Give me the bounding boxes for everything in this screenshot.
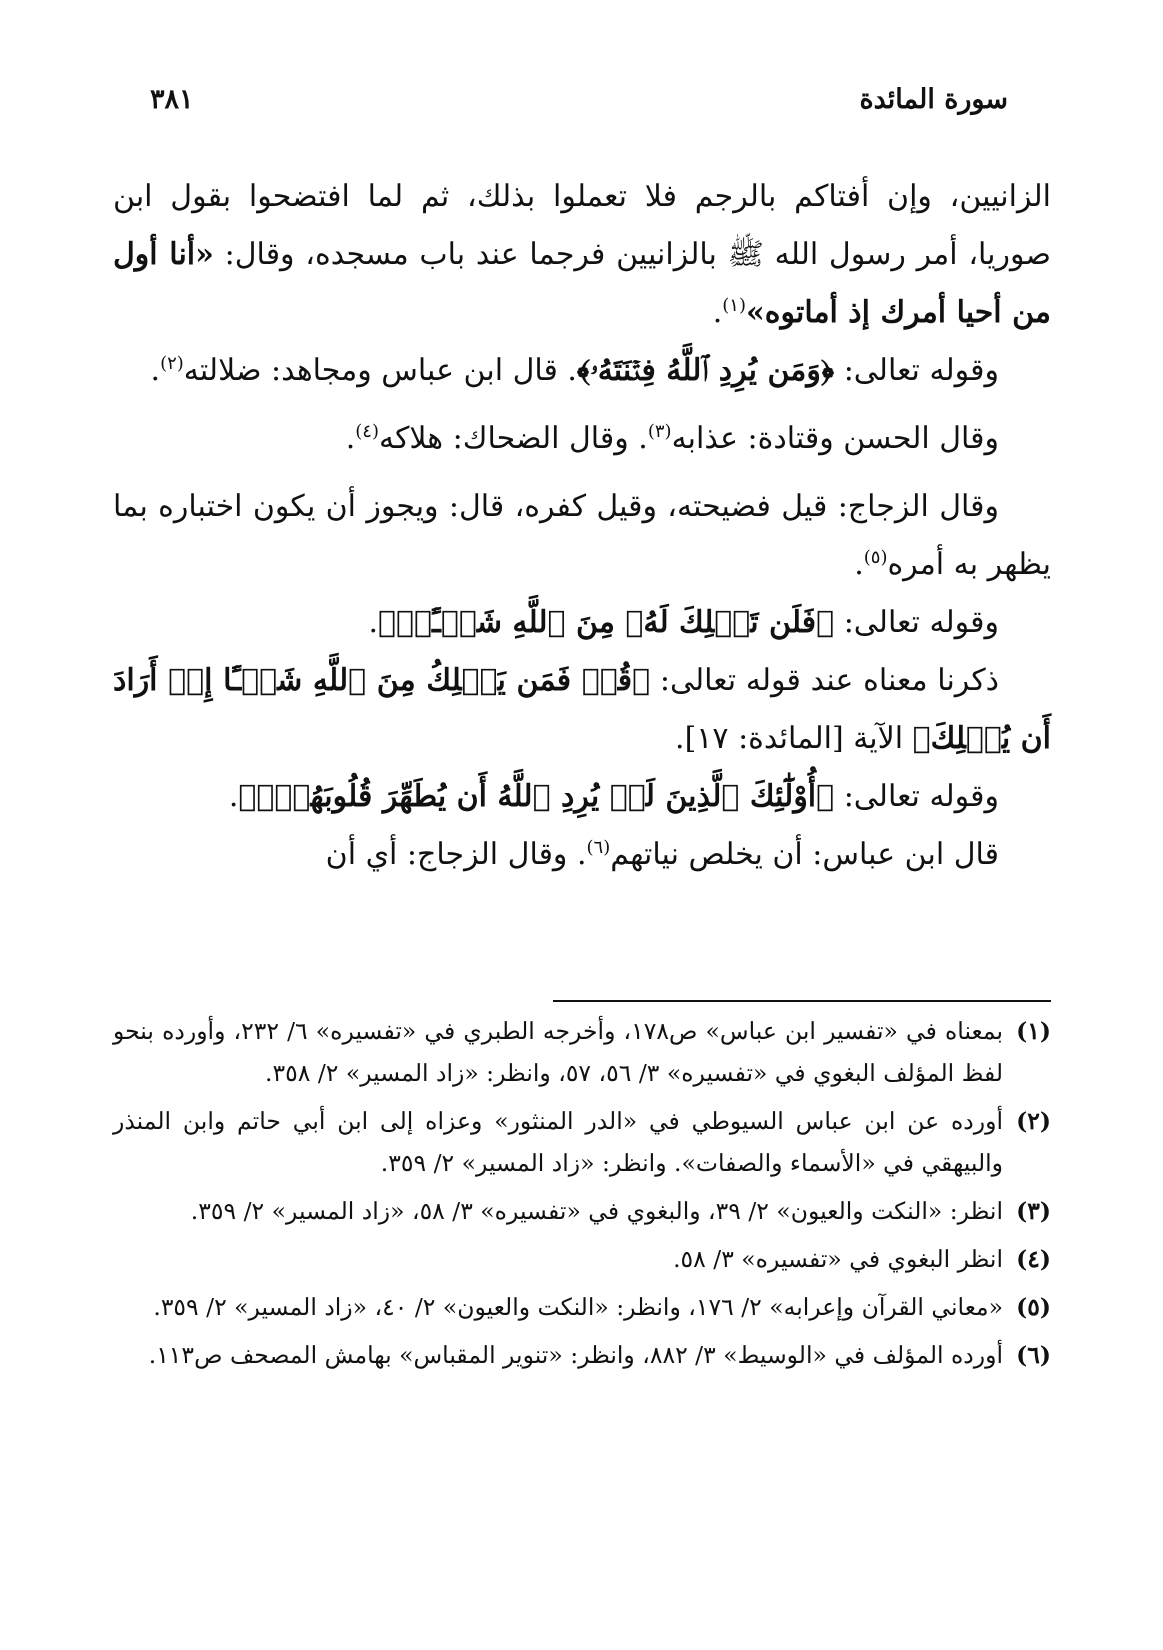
paragraph-3	[113, 410, 1051, 468]
paragraph-2	[113, 342, 1051, 400]
footnote-number: (١)	[1016, 1017, 1051, 1045]
footnote-ref: (١)	[722, 295, 746, 316]
paragraph-1	[113, 168, 1051, 342]
footnote-number: (٥)	[1016, 1293, 1051, 1321]
paragraph-4	[113, 478, 1051, 594]
footnote-ref: (٥)	[863, 547, 888, 568]
main-text	[113, 168, 1051, 884]
footnote-item	[113, 1100, 1051, 1184]
quran-verse: ﴿أُوْلَٰٓئِكَ ٱلَّذِينَ لَمۡ يُرِدِ ٱللَّهُ أَن يُطَهِّرَ قُلُوبَهُمۡۚ﴾	[238, 779, 835, 814]
text-run: قال ابن عباس: أن يخلص نياتهم	[610, 837, 999, 872]
text-run: وقوله تعالى:	[834, 779, 999, 814]
footnote-number: (٦)	[1016, 1341, 1051, 1369]
footnote-ref: (٢)	[160, 353, 184, 374]
quran-verse: ﴿فَلَن تَمۡلِكَ لَهُۥ مِنَ ٱللَّهِ شَيۡـًٔاۚ﴾	[378, 605, 835, 640]
quran-verse: ﴿قُلۡ فَمَن يَمۡلِكُ مِنَ ٱللَّهِ شَيۡـًٔا إِنۡ أَرَادَ أَن يُهۡلِكَ﴾	[113, 663, 1051, 756]
text-run: وقوله تعالى:	[834, 353, 999, 388]
text-run: ذكرنا معناه عند قوله تعالى:	[650, 663, 999, 698]
text-run: .	[854, 547, 864, 582]
footnote-text: «معاني القرآن وإعرابه» ٢/ ١٧٦، وانظر: «النكت والعيون» ٢/ ٤٠، «زاد المسير» ٢/ ٣٥٩.	[153, 1293, 1003, 1321]
paragraph-5	[113, 594, 1051, 652]
text-run: . وقال الزجاج: أي أن	[325, 837, 587, 872]
footnotes	[113, 1010, 1051, 1382]
text-run: .	[368, 605, 379, 640]
paragraph-7	[113, 768, 1051, 826]
footnote-item	[113, 1286, 1051, 1328]
footnote-text: بمعناه في «تفسير ابن عباس» ص١٧٨، وأخرجه الطبري في «تفسيره» ٦/ ٢٣٢، وأورده بنحو لفظ المؤلف البغوي في «تفسيره» ٣/ ٥٦، ٥٧، وانظر: «زاد المسير» ٢/ ٣٥٨.	[113, 1017, 1003, 1087]
hadith-quote: «أنا أول من أحيا أمرك إذ أماتوه»	[113, 237, 1051, 330]
footnote-item	[113, 1334, 1051, 1376]
text-run: . وقال الضحاك: هلاكه	[379, 421, 648, 456]
text-run: وقال الزجاج: قيل فضيحته، وقيل كفره، قال: ويجوز أن يكون اختباره بما يظهر به أمره	[113, 489, 1051, 582]
footnote-ref: (٦)	[586, 837, 611, 858]
paragraph-6	[113, 652, 1051, 768]
footnote-text: أورده عن ابن عباس السيوطي في «الدر المنثور» وعزاه إلى ابن أبي حاتم وابن المنذر والبيهقي في «الأسماء والصفات». وانظر: «زاد المسير» ٢/ ٣٥٩.	[113, 1107, 1003, 1177]
text-run: وقال الحسن وقتادة: عذابه	[671, 421, 999, 456]
footnote-text: انظر البغوي في «تفسيره» ٣/ ٥٨.	[673, 1245, 1003, 1273]
footnote-text: انظر: «النكت والعيون» ٢/ ٣٩، والبغوي في «تفسيره» ٣/ ٥٨، «زاد المسير» ٢/ ٣٥٩.	[190, 1197, 1003, 1225]
footnote-ref: (٤)	[355, 421, 379, 442]
footnote-text: أورده المؤلف في «الوسيط» ٣/ ٨٨٢، وانظر: «تنوير المقباس» بهامش المصحف ص١١٣.	[148, 1341, 1003, 1369]
text-run: .	[712, 295, 723, 330]
text-run: .	[150, 353, 161, 388]
text-run: الآية [المائدة: ١٧].	[675, 721, 913, 756]
text-run: الزانيين، وإن أفتاكم بالرجم فلا تعملوا بذلك، ثم لما افتضحوا بقول ابن صوريا، أمر رسول الله ﷺ بالزانيين فرجما عند باب مسجده، وقال:	[113, 179, 1052, 272]
footnote-divider	[553, 1000, 1051, 1002]
footnote-ref: (٣)	[647, 421, 672, 442]
footnote-number: (٢)	[1016, 1107, 1051, 1135]
footnote-number: (٣)	[1016, 1197, 1051, 1225]
page-header	[150, 84, 1008, 115]
surah-title: سورة المائدة	[859, 84, 1008, 115]
paragraph-8	[113, 826, 1051, 884]
footnote-item	[113, 1010, 1051, 1094]
text-run: وقوله تعالى:	[834, 605, 999, 640]
footnote-number: (٤)	[1016, 1245, 1051, 1273]
text-run: .	[345, 421, 356, 456]
footnote-item	[113, 1190, 1051, 1232]
text-run: . قال ابن عباس ومجاهد: ضلالته	[183, 353, 577, 388]
page-number: ٣٨١	[150, 84, 194, 115]
text-run: .	[228, 779, 239, 814]
quran-verse: ﴿وَمَن يُرِدِ ٱللَّهُ فِتۡنَتَهُۥ﴾	[576, 353, 835, 388]
footnote-item	[113, 1238, 1051, 1280]
